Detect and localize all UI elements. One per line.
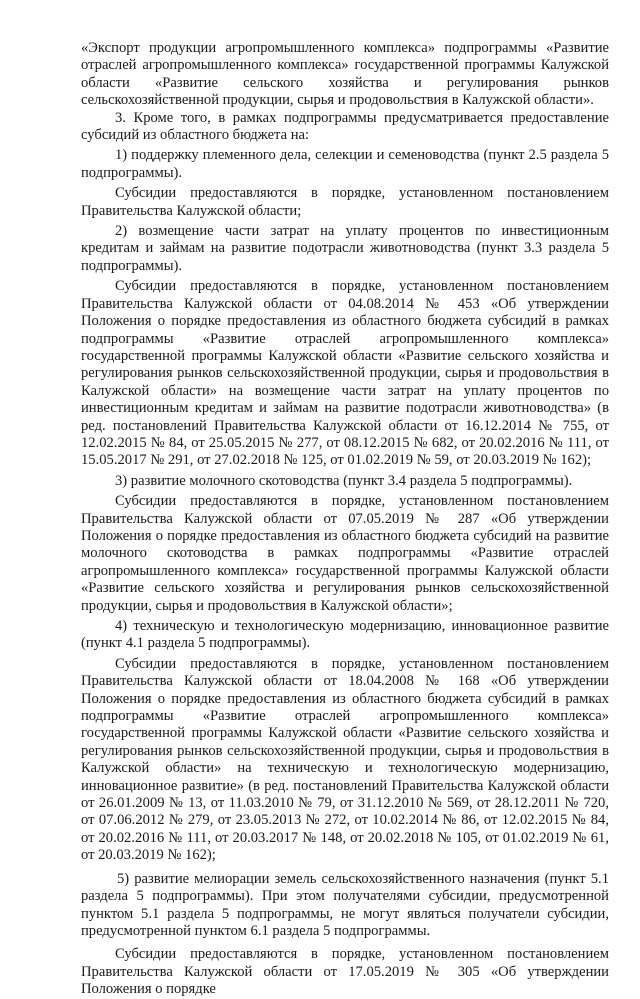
list-item: 4) техническую и технологическую модернизацию, инновационное развитие (пункт 4.1 раздела 5 подпрограммы). — [81, 618, 609, 652]
paragraph: 3. Кроме того, в рамках подпрограммы предусматривается предоставление субсидий из областного бюджета на: — [81, 109, 609, 144]
paragraph: Субсидии предоставляются в порядке, установленном постановлением Правительства Калужской области от 04.08.2014 № 453 «Об утверждении Положения о порядке предоставления из областного бюджета субсидий в рамках подпрограммы «Развитие отраслей агропромышленного комплекса» государственной программы Калужской области «Развитие сельского хозяйства и регулирования рынков сельскохозяйственной продукции, сырья и продовольствия в Калужской области» на возмещение части затрат на уплату процентов по инвестиционным кредитам и займам на развитие подотрасли животноводства» (в ред. постановлений Правительства Калужской области от 16.12.2014 № 755, от 12.02.2015 № 84, от 25.05.2015 № 277, от 08.12.2015 № 682, от 20.02.2016 № 111, от 15.05.2017 № 291, от 27.02.2018 № 125, от 01.02.2019 № 59, от 20.03.2019 № 162); — [81, 278, 609, 469]
list-item: 5) развитие мелиорации земель сельскохозяйственного назначения (пункт 5.1 раздела 5 подпрограммы). При этом получателями субсидии, предусмотренной пунктом 5.1 раздела 5 подпрограммы, не могут являться получатели субсидии, предусмотренной пунктом 6.1 раздела 5 подпрограммы. — [81, 870, 609, 939]
list-item: 3) развитие молочного скотоводства (пункт 3.4 раздела 5 подпрограммы). — [115, 472, 573, 489]
document-body — [81, 40, 609, 999]
list-item: 1) поддержку племенного дела, селекции и семеноводства (пункт 2.5 раздела 5 подпрограммы). — [81, 147, 609, 181]
list-item: 2) возмещение части затрат на уплату процентов по инвестиционным кредитам и займам на развитие подотрасли животноводства (пункт 3.3 раздела 5 подпрограммы). — [81, 223, 609, 274]
paragraph: Субсидии предоставляются в порядке, установленном постановлением Правительства Калужской области от 07.05.2019 № 287 «Об утверждении Положения о порядке предоставления из областного бюджета субсидий на развитие молочного скотоводства в рамках подпрограммы «Развитие отраслей агропромышленного комплекса» государственной программы Калужской области «Развитие сельского хозяйства и регулирования рынков сельскохозяйственной продукции, сырья и продовольствия в Калужской области»; — [81, 493, 609, 614]
paragraph: «Экспорт продукции агропромышленного комплекса» подпрограммы «Развитие отраслей агропромышленного комплекса» государственной программы Калужской области «Развитие сельского хозяйства и регулирования рынков сельскохозяйственной продукции, сырья и продовольствия в Калужской области». — [81, 40, 609, 109]
paragraph: Субсидии предоставляются в порядке, установленном постановлением Правительства Калужской области; — [81, 185, 609, 219]
paragraph: Субсидии предоставляются в порядке, установленном постановлением Правительства Калужской области от 17.05.2019 № 305 «Об утверждении Положения о порядке — [81, 946, 609, 998]
paragraph: Субсидии предоставляются в порядке, установленном постановлением Правительства Калужской области от 18.04.2008 № 168 «Об утверждении Положения о порядке предоставления из областного бюджета субсидий в рамках подпрограммы «Развитие отраслей агропромышленного комплекса» государственной программы Калужской области «Развитие сельского хозяйства и регулирования рынков сельскохозяйственной продукции, сырья и продовольствия в Калужской области» на техническую и технологическую модернизацию, инновационное развитие» (в ред. постановлений Правительства Калужской области от 26.01.2009 № 13, от 11.03.2010 № 79, от 31.12.2010 № 569, от 28.12.2011 № 720, от 07.06.2012 № 279, от 23.05.2013 № 272, от 10.02.2014 № 86, от 12.02.2015 № 84, от 20.02.2016 № 111, от 20.03.2017 № 148, от 20.02.2018 № 105, от 01.02.2019 № 61, от 20.03.2019 № 162); — [81, 655, 609, 864]
